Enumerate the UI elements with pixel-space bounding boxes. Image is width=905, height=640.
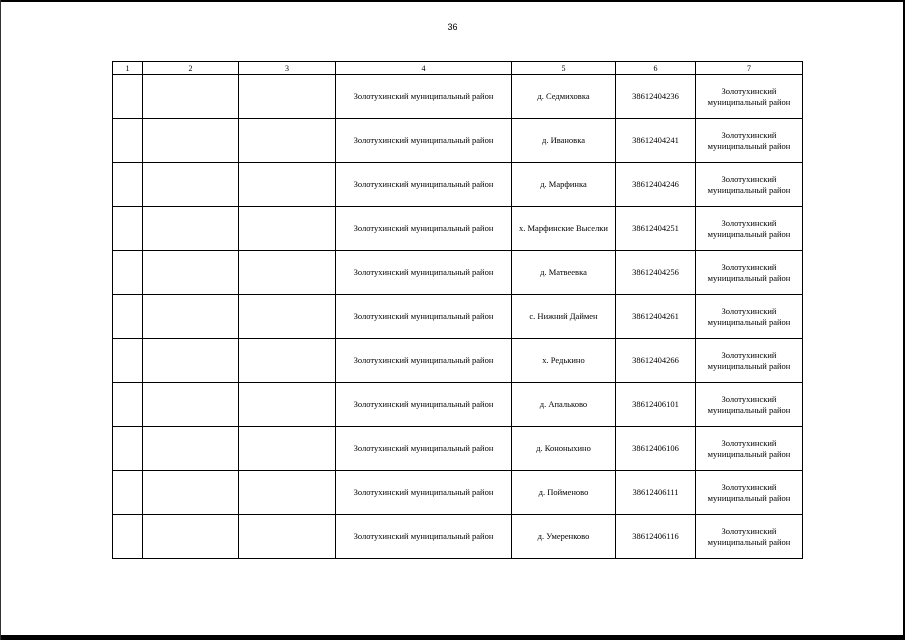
cell-district: Золотухинский муниципальный район [336,471,512,515]
cell-col-2 [143,339,239,383]
header-col-7: 7 [696,62,803,75]
cell-col-1 [113,383,143,427]
cell-municipality [696,427,803,471]
table-row [113,163,803,207]
cell-col-2 [143,427,239,471]
cell-col-3 [239,383,336,427]
table-header-row [113,62,803,75]
table-row [113,251,803,295]
cell-district: Золотухинский муниципальный район [336,163,512,207]
cell-col-3 [239,295,336,339]
cell-col-2 [143,471,239,515]
cell-municipality [696,383,803,427]
cell-district: Золотухинский муниципальный район [336,427,512,471]
table-row [113,75,803,119]
cell-municipality-line2: муниципальный район [707,536,791,547]
cell-code: 38612404256 [616,251,696,295]
cell-municipality-line1: Золотухинский [721,481,777,492]
cell-municipality-line2: муниципальный район [707,96,791,107]
cell-municipality [696,207,803,251]
cell-col-1 [113,119,143,163]
document-table [112,61,803,559]
cell-settlement: д. Седмиховка [512,75,616,119]
cell-col-3 [239,75,336,119]
cell-code: 38612404251 [616,207,696,251]
cell-municipality-line1: Золотухинский [721,349,777,360]
cell-col-2 [143,383,239,427]
cell-municipality [696,515,803,559]
header-col-2: 2 [143,62,239,75]
cell-col-3 [239,119,336,163]
cell-code: 38612406111 [616,471,696,515]
header-col-4: 4 [336,62,512,75]
cell-col-1 [113,207,143,251]
table-row [113,207,803,251]
cell-col-2 [143,207,239,251]
cell-district: Золотухинский муниципальный район [336,515,512,559]
cell-settlement: д. Апальково [512,383,616,427]
cell-municipality-line1: Золотухинский [721,217,777,228]
cell-col-1 [113,163,143,207]
cell-code: 38612404241 [616,119,696,163]
cell-municipality [696,163,803,207]
cell-col-1 [113,339,143,383]
cell-col-2 [143,163,239,207]
cell-settlement: х. Марфинские Выселки [512,207,616,251]
cell-municipality-line1: Золотухинский [721,261,777,272]
cell-district: Золотухинский муниципальный район [336,119,512,163]
cell-col-2 [143,251,239,295]
cell-code: 38612406106 [616,427,696,471]
scan-border-top [0,0,905,2]
cell-col-2 [143,295,239,339]
table-row [113,295,803,339]
scan-border-bottom [0,635,905,640]
cell-code: 38612404236 [616,75,696,119]
cell-municipality [696,295,803,339]
cell-col-1 [113,75,143,119]
cell-district: Золотухинский муниципальный район [336,251,512,295]
cell-municipality-line2: муниципальный район [707,360,791,371]
header-col-6: 6 [616,62,696,75]
cell-settlement: д. Умеренково [512,515,616,559]
cell-municipality [696,339,803,383]
cell-settlement: д. Марфинка [512,163,616,207]
cell-col-1 [113,471,143,515]
scan-border-left [0,0,1,640]
cell-municipality-line2: муниципальный район [707,228,791,239]
cell-municipality-line2: муниципальный район [707,492,791,503]
cell-code: 38612406101 [616,383,696,427]
cell-settlement: д. Ивановка [512,119,616,163]
cell-col-3 [239,251,336,295]
cell-col-3 [239,427,336,471]
cell-municipality [696,75,803,119]
cell-district: Золотухинский муниципальный район [336,295,512,339]
cell-municipality-line2: муниципальный район [707,184,791,195]
cell-district: Золотухинский муниципальный район [336,207,512,251]
cell-settlement: х. Редькино [512,339,616,383]
cell-municipality-line2: муниципальный район [707,404,791,415]
cell-col-2 [143,119,239,163]
cell-municipality-line2: муниципальный район [707,448,791,459]
cell-municipality-line2: муниципальный район [707,140,791,151]
cell-municipality-line1: Золотухинский [721,173,777,184]
cell-municipality-line2: муниципальный район [707,272,791,283]
cell-municipality-line1: Золотухинский [721,525,777,536]
cell-municipality-line1: Золотухинский [721,129,777,140]
cell-municipality [696,251,803,295]
table-row [113,515,803,559]
cell-col-1 [113,427,143,471]
cell-municipality-line1: Золотухинский [721,393,777,404]
cell-settlement: д. Пойменово [512,471,616,515]
table-row [113,119,803,163]
table-row [113,471,803,515]
table-row [113,339,803,383]
table-row [113,427,803,471]
cell-code: 38612404266 [616,339,696,383]
cell-municipality-line1: Золотухинский [721,437,777,448]
cell-code: 38612406116 [616,515,696,559]
header-col-3: 3 [239,62,336,75]
cell-settlement: д. Кононыхино [512,427,616,471]
cell-col-3 [239,471,336,515]
cell-district: Золотухинский муниципальный район [336,75,512,119]
cell-municipality [696,471,803,515]
cell-col-2 [143,75,239,119]
cell-municipality [696,119,803,163]
cell-settlement: с. Нижний Даймен [512,295,616,339]
cell-col-3 [239,339,336,383]
cell-settlement: д. Матвеевка [512,251,616,295]
cell-municipality-line1: Золотухинский [721,85,777,96]
cell-district: Золотухинский муниципальный район [336,339,512,383]
page-number: 36 [447,22,458,32]
table-row [113,383,803,427]
cell-code: 38612404246 [616,163,696,207]
cell-col-1 [113,295,143,339]
cell-municipality-line2: муниципальный район [707,316,791,327]
cell-col-1 [113,515,143,559]
header-col-5: 5 [512,62,616,75]
cell-code: 38612404261 [616,295,696,339]
cell-district: Золотухинский муниципальный район [336,383,512,427]
cell-col-3 [239,515,336,559]
header-col-1: 1 [113,62,143,75]
cell-col-1 [113,251,143,295]
cell-col-3 [239,207,336,251]
cell-municipality-line1: Золотухинский [721,305,777,316]
cell-col-2 [143,515,239,559]
cell-col-3 [239,163,336,207]
